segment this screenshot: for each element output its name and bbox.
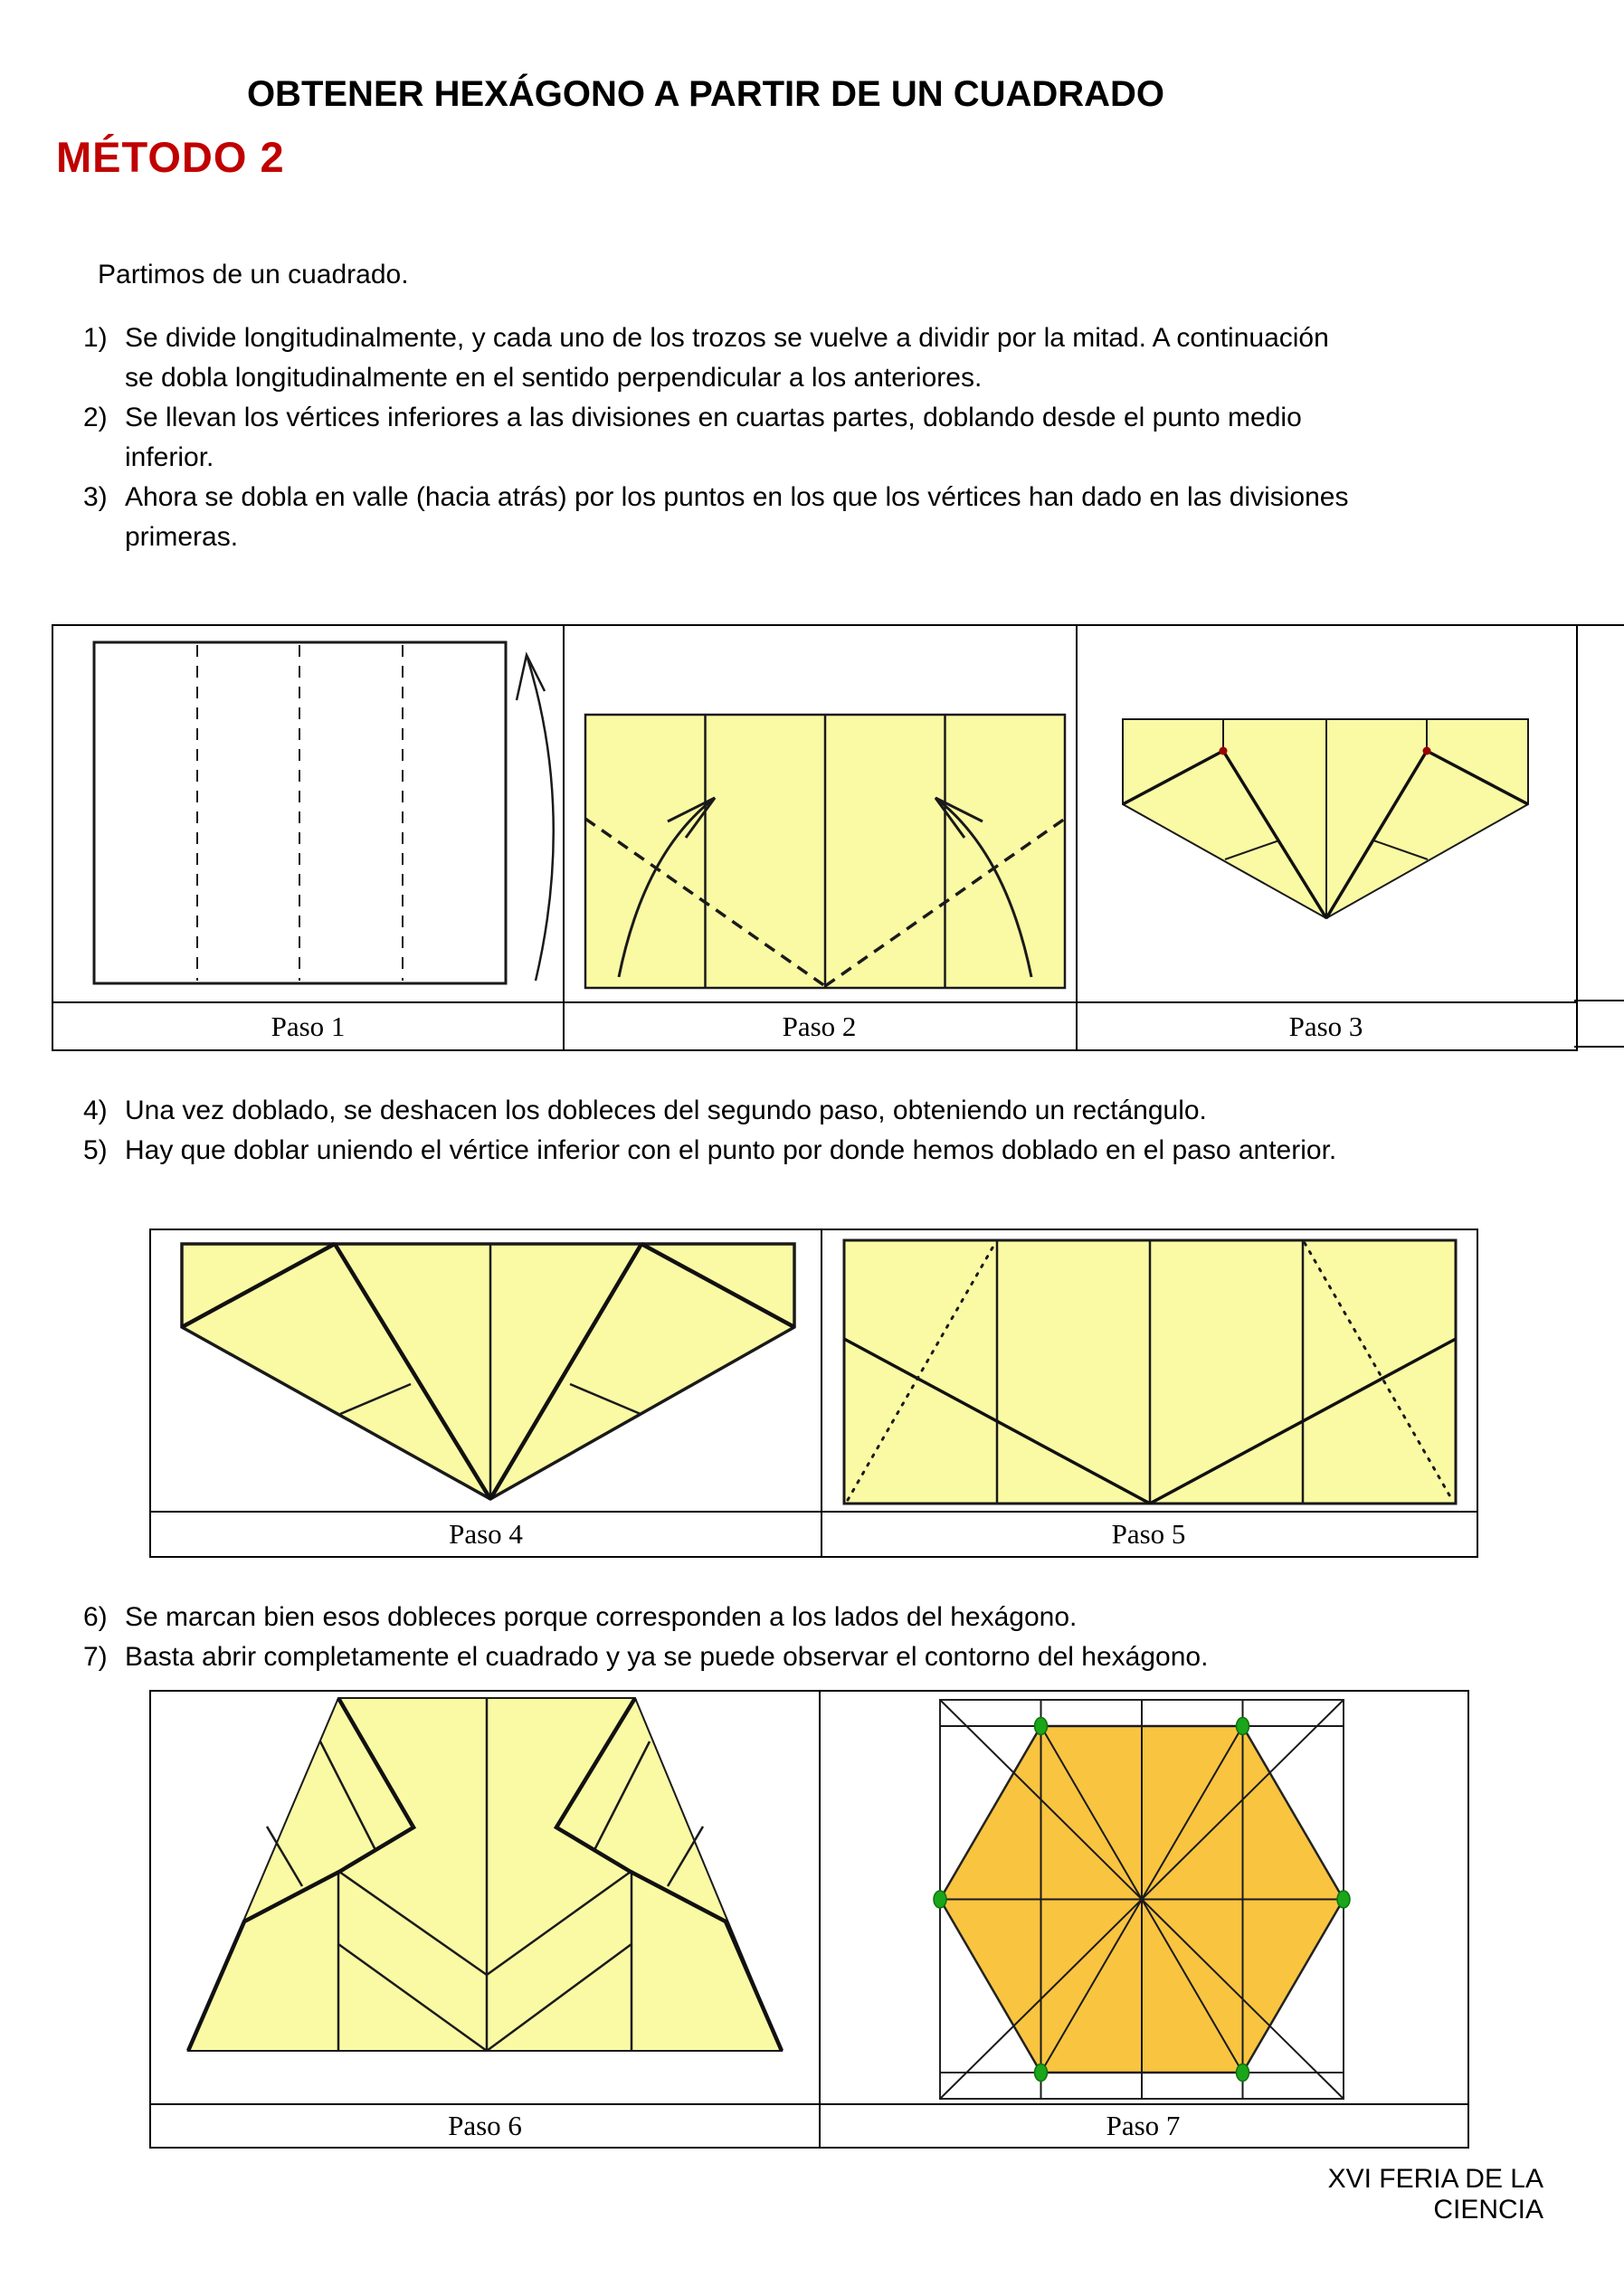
step-item-1 bbox=[83, 318, 1360, 398]
paso-7-caption: Paso 7 bbox=[1106, 2110, 1181, 2141]
paso-1-diagram bbox=[53, 626, 563, 1001]
paso-4-cell bbox=[151, 1230, 822, 1511]
step-number: 3) bbox=[83, 482, 108, 512]
step-number: 6) bbox=[83, 1602, 108, 1632]
figure-table-3 bbox=[149, 1690, 1469, 2149]
step-text: Se divide longitudinalmente, y cada uno de los trozos se vuelve a dividir por la mitad. A continuación se dobla longitudinalmente en el sentido perpendicular a los anteriores. bbox=[125, 323, 1329, 393]
paso-7-cell bbox=[819, 1692, 1467, 2103]
fold-point-dot bbox=[1220, 747, 1228, 755]
step-text: Basta abrir completamente el cuadrado y ya se puede observar el contorno del hexágono. bbox=[125, 1642, 1209, 1672]
step-item-5 bbox=[83, 1131, 1360, 1171]
steps-block-2 bbox=[83, 1091, 1360, 1171]
figure-table-2 bbox=[149, 1229, 1478, 1558]
paso-6-cell bbox=[151, 1692, 821, 2103]
paso-1-caption: Paso 1 bbox=[53, 1003, 565, 1049]
method-heading: MÉTODO 2 bbox=[56, 133, 285, 181]
paso-5-diagram bbox=[821, 1230, 1477, 1511]
grid-crease-lines bbox=[940, 1700, 1344, 2099]
step-text: Se llevan los vértices inferiores a las divisiones en cuartas partes, doblando desde el punto medio inferior. bbox=[125, 403, 1302, 472]
fold-point-dot bbox=[1423, 747, 1431, 755]
paso-7-diagram bbox=[819, 1692, 1467, 2103]
paso-5-cell bbox=[821, 1230, 1477, 1511]
paso-2-caption: Paso 2 bbox=[563, 1003, 1078, 1049]
paso-3-caption: Paso 3 bbox=[1288, 1010, 1363, 1042]
paso-6-diagram bbox=[151, 1692, 819, 2103]
step-number: 4) bbox=[83, 1096, 108, 1125]
step-number: 1) bbox=[83, 323, 108, 353]
step-item-4 bbox=[83, 1091, 1360, 1131]
intro-text: Partimos de un cuadrado. bbox=[98, 260, 409, 289]
step-text: Ahora se dobla en valle (hacia atrás) por los puntos en los que los vértices han dado en las divisiones primeras. bbox=[125, 482, 1349, 552]
paso-4-caption: Paso 4 bbox=[151, 1513, 822, 1556]
steps-block-1 bbox=[83, 318, 1360, 557]
paso-1-cell bbox=[53, 626, 565, 1001]
paso-4-diagram bbox=[151, 1230, 821, 1511]
caption-row-1 bbox=[53, 1001, 1576, 1049]
caption-row-2 bbox=[151, 1511, 1477, 1556]
step-item-3 bbox=[83, 478, 1360, 557]
step-text: Hay que doblar uniendo el vértice inferior con el punto por donde hemos doblado en el paso anterior. bbox=[125, 1135, 1337, 1165]
table-border-stub bbox=[1574, 1000, 1624, 1001]
step-number: 7) bbox=[83, 1642, 108, 1672]
figure-table-1 bbox=[52, 624, 1578, 1051]
table-border-stub bbox=[1574, 1046, 1624, 1048]
step-item-2 bbox=[83, 398, 1360, 478]
paso-5-caption: Paso 5 bbox=[1111, 1518, 1186, 1550]
caption-row-3 bbox=[151, 2103, 1467, 2147]
step-number: 5) bbox=[83, 1135, 108, 1165]
step-text: Una vez doblado, se deshacen los dobleces del segundo paso, obteniendo un rectángulo. bbox=[125, 1096, 1207, 1125]
steps-block-3 bbox=[83, 1598, 1360, 1677]
paso-3-cell bbox=[1076, 626, 1576, 1001]
step-item-7 bbox=[83, 1637, 1360, 1677]
folded-paper-shape bbox=[182, 1244, 794, 1499]
footer-text: XVI FERIA DE LA CIENCIA bbox=[1327, 2164, 1543, 2225]
paso-2-cell bbox=[563, 626, 1078, 1001]
step-number: 2) bbox=[83, 403, 108, 432]
step-item-6 bbox=[83, 1598, 1360, 1637]
paso-6-caption: Paso 6 bbox=[151, 2105, 821, 2147]
turn-over-arrow-icon bbox=[517, 655, 554, 981]
paso-2-diagram bbox=[563, 626, 1076, 1001]
folded-paper-shape bbox=[188, 1698, 782, 2051]
paso-3-diagram bbox=[1076, 626, 1576, 1001]
step-text: Se marcan bien esos dobleces porque corresponden a los lados del hexágono. bbox=[125, 1602, 1078, 1632]
table-border-stub bbox=[1574, 624, 1624, 626]
page-title: OBTENER HEXÁGONO A PARTIR DE UN CUADRADO bbox=[246, 74, 1165, 114]
